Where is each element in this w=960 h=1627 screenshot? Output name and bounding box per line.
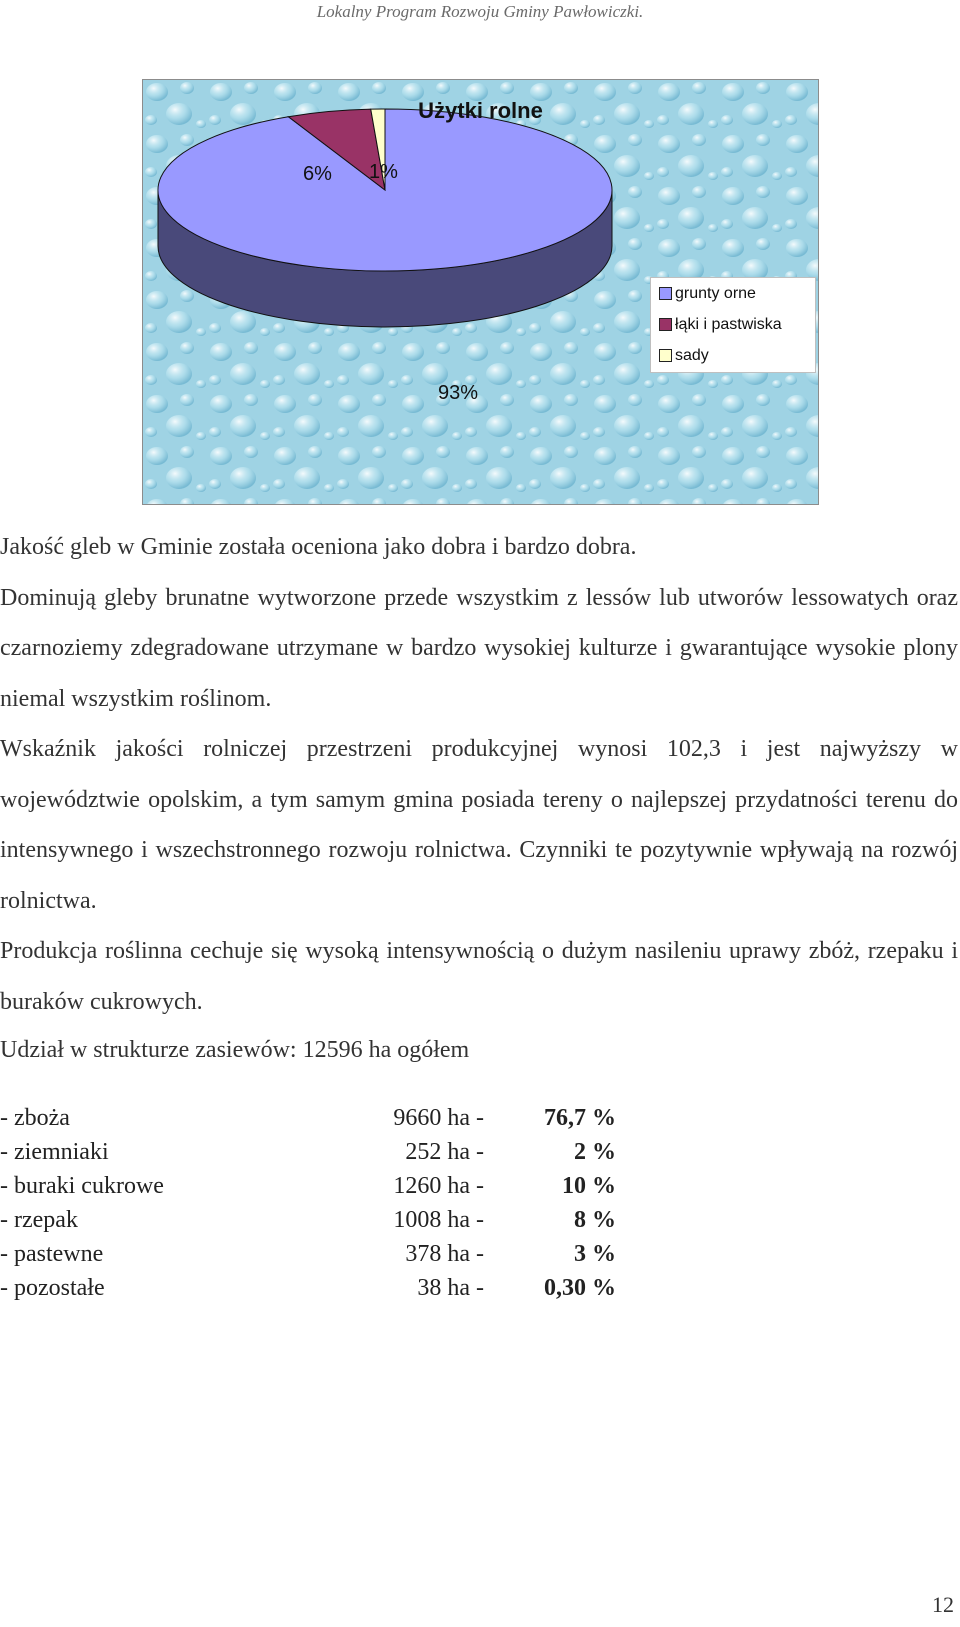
crop-area: 378 ha - [405,1241,484,1267]
paragraph: Produkcja roślinna cechuje się wysoką intensywnością o dużym nasileniu uprawy zbóż, rzepaku i buraków cukrowych. [0,938,958,1015]
legend-swatch-sady [659,349,672,362]
crop-row [0,1203,700,1237]
crop-area: 38 ha - [417,1275,484,1301]
crop-name: - pastewne [0,1241,104,1267]
legend-swatch-grunty [659,287,672,300]
chart-legend [650,277,816,373]
slice-label-grunty: 93% [438,382,479,404]
crop-share: 8 % [574,1207,616,1233]
pie-chart [142,79,819,505]
slice-label-laki: 6% [303,163,332,185]
crop-name: - pozostałe [0,1275,105,1301]
legend-label-grunty: grunty orne [675,284,756,302]
crop-row [0,1135,700,1169]
crop-share: 2 % [574,1139,616,1165]
page-number: 12 [932,1592,954,1617]
crop-name: - buraki cukrowe [0,1173,164,1199]
paragraph: Wskaźnik jakości rolniczej przestrzeni produkcyjnej wynosi 102,3 i jest najwyższy w województwie opolskim, a tym samym gmina posiada tereny o najlepszej przydatności terenu do intensywnego i wszechstronnego rozwoju rolnictwa. Czynniki te pozytywnie wpływają na rozwój rolnictwa. [0,736,958,914]
crop-name: - ziemniaki [0,1139,109,1165]
legend-swatch-laki [659,318,672,331]
slice-label-sady: 1% [369,161,398,183]
legend-item-grunty [651,278,815,309]
crop-share: 0,30 % [544,1275,616,1301]
crop-row [0,1237,700,1271]
crop-area: 9660 ha - [393,1105,484,1131]
body-text [0,522,958,1027]
crop-row [0,1169,700,1203]
crop-name: - rzepak [0,1207,78,1233]
paragraph: Dominują gleby brunatne wytworzone przede wszystkim z lessów lub utworów lessowatych oraz czarnoziemy zdegradowane utrzymane w bardzo wysokiej kulturze i gwarantujące wysokie plony niemal wszystkim roślinom. [0,584,958,712]
crop-row [0,1101,700,1135]
crop-area: 1008 ha - [393,1207,484,1233]
crop-share: 3 % [574,1241,616,1267]
crop-area: 252 ha - [405,1139,484,1165]
paragraph: Jakość gleb w Gminie została oceniona jako dobra i bardzo dobra. [0,534,637,560]
legend-item-laki [651,309,815,340]
crop-name: - zboża [0,1105,70,1131]
page-header: Lokalny Program Rozwoju Gminy Pawłowiczki. [316,2,644,21]
crop-share: 76,7 % [544,1105,616,1131]
crop-row [0,1271,700,1305]
legend-label-laki: łąki i pastwiska [675,315,782,333]
crop-share: 10 % [562,1173,616,1199]
chart-title: Użytki rolne [418,98,543,123]
crops-intro: Udział w strukturze zasiewów: 12596 ha ogółem [0,1037,470,1063]
crop-area: 1260 ha - [393,1173,484,1199]
legend-item-sady [651,340,815,371]
legend-label-sady: sady [675,346,709,364]
crops-table [0,1101,700,1305]
